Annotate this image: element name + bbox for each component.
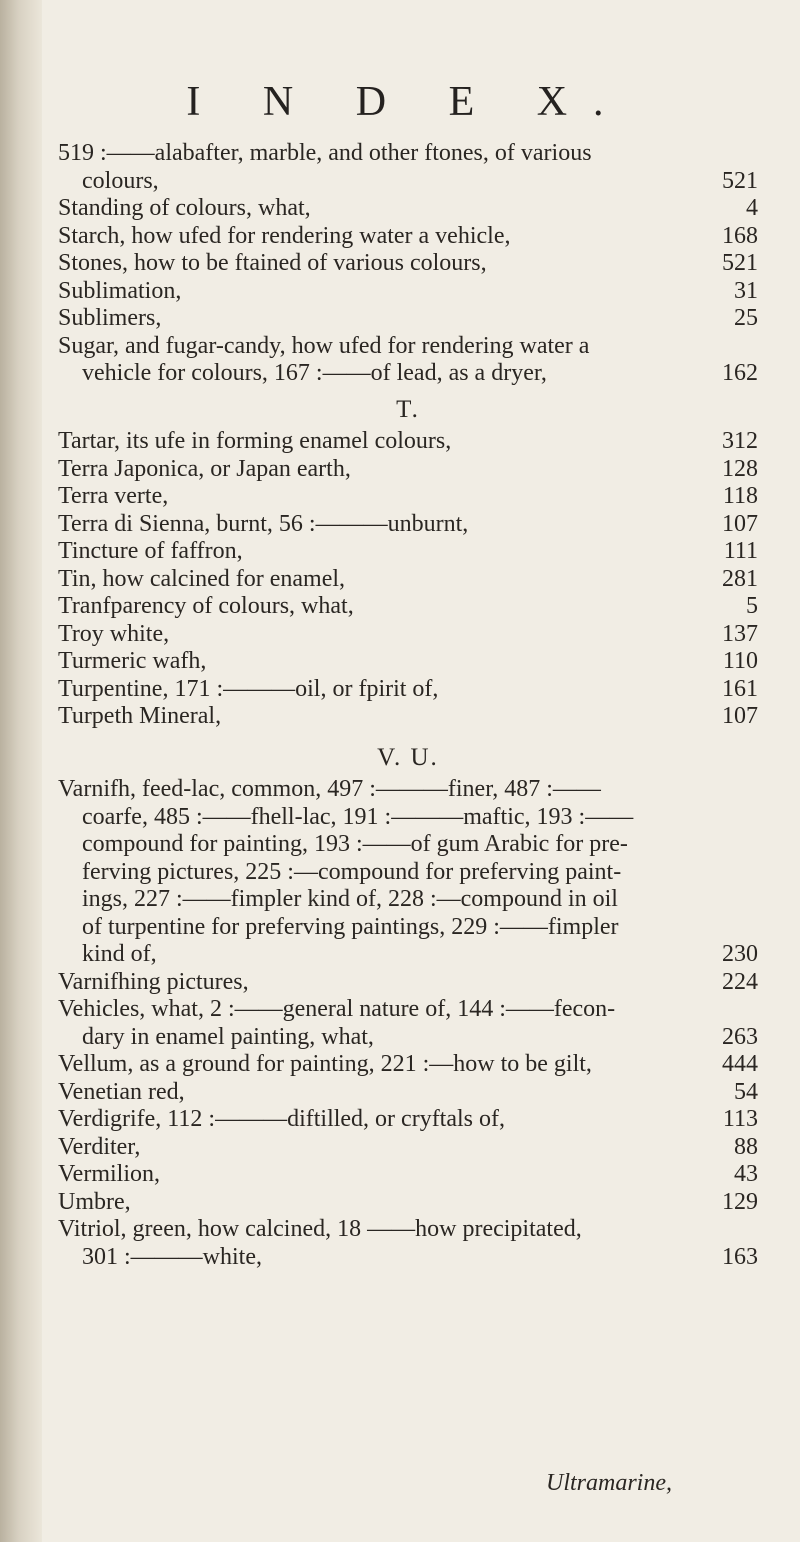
index-entry — [58, 1161, 758, 1189]
index-entry — [58, 703, 758, 731]
entry-text: Terra Japonica, or Japan earth, — [58, 455, 351, 482]
index-entry — [58, 428, 758, 456]
index-section-t — [58, 392, 758, 731]
index-entry — [58, 831, 758, 859]
entry-page-number: 118 — [722, 483, 758, 509]
entry-page-number: 110 — [722, 648, 758, 674]
entry-text: kind of, — [82, 941, 157, 967]
index-entry — [58, 333, 758, 361]
index-entry — [58, 1024, 758, 1052]
entry-text: Varnifhing pictures, — [58, 968, 249, 995]
entry-text: Vermilion, — [58, 1161, 160, 1187]
entry-text: Troy white, — [58, 620, 170, 647]
index-entry — [58, 1216, 758, 1244]
entry-page-number: 168 — [722, 222, 758, 249]
index-entry — [58, 1244, 758, 1272]
index-entry — [58, 941, 758, 969]
entry-page-number: 163 — [722, 1243, 758, 1270]
index-entry — [58, 1051, 758, 1079]
section-heading-t: T. — [396, 396, 420, 423]
index-entry — [58, 483, 758, 511]
entry-text: ings, 227 :——fimpler kind of, 228 :—compound in oil — [82, 886, 618, 912]
index-entry — [58, 223, 758, 251]
entry-text: Vellum, as a ground for painting, 221 :—how to be gilt, — [58, 1051, 592, 1077]
entry-page-number: 444 — [722, 1051, 758, 1077]
index-entry — [58, 593, 758, 621]
entry-text: Terra verte, — [58, 483, 169, 509]
entry-text: Venetian red, — [58, 1078, 185, 1105]
entry-text: Starch, how ufed for rendering water a vehicle, — [58, 222, 511, 249]
entry-text: Sublimation, — [58, 277, 182, 304]
entry-text: Verdigrife, 112 :———diftilled, or cryftals of, — [58, 1106, 505, 1132]
entry-text: Vitriol, green, how calcined, 18 ——how precipitated, — [58, 1216, 582, 1242]
entry-text: Tartar, its ufe in forming enamel colours, — [58, 428, 452, 454]
entry-page-number: 43 — [734, 1161, 758, 1187]
entry-text: Vehicles, what, 2 :——general nature of, 144 :——fecon- — [58, 996, 616, 1022]
entry-page-number: 162 — [722, 360, 758, 386]
index-entry — [58, 914, 758, 942]
index-entry — [58, 859, 758, 887]
index-section-s — [58, 140, 758, 388]
entry-page-number: 312 — [722, 428, 758, 454]
index-entry — [58, 621, 758, 649]
entry-page-number: 161 — [722, 675, 758, 702]
index-entry — [58, 1079, 758, 1107]
entry-page-number: 521 — [722, 167, 758, 194]
index-entry — [58, 648, 758, 676]
index-entry — [58, 1106, 758, 1134]
entry-page-number: 31 — [734, 277, 758, 304]
index-entry — [58, 566, 758, 594]
index-entry — [58, 140, 758, 168]
entry-text: Turpeth Mineral, — [58, 703, 222, 729]
entry-text: Turmeric wafh, — [58, 648, 207, 674]
index-page — [58, 0, 758, 1542]
index-section-vu — [58, 740, 758, 1271]
entry-text: Umbre, — [58, 1188, 131, 1215]
index-entry — [58, 886, 758, 914]
entry-text: Standing of colours, what, — [58, 195, 311, 221]
entry-text: 301 :———white, — [82, 1243, 262, 1270]
index-entry — [58, 1189, 758, 1217]
entry-page-number: 4 — [746, 195, 758, 221]
catchword: Ultramarine, — [546, 1470, 672, 1496]
book-spine-shadow — [0, 0, 42, 1542]
index-entry — [58, 676, 758, 704]
entry-page-number: 88 — [734, 1133, 758, 1160]
entry-page-number: 521 — [722, 250, 758, 276]
entry-page-number: 25 — [734, 305, 758, 331]
entry-page-number: 224 — [722, 968, 758, 995]
entry-text: of turpentine for preferving paintings, 229 :——fimpler — [82, 913, 619, 940]
entry-page-number: 111 — [723, 538, 758, 564]
index-entry — [58, 456, 758, 484]
entry-text: Varnifh, feed-lac, common, 497 :———finer, 487 :—— — [58, 776, 601, 802]
entry-page-number: 107 — [722, 703, 758, 729]
entry-text: Turpentine, 171 :———oil, or fpirit of, — [58, 675, 439, 702]
entry-text: Verditer, — [58, 1133, 141, 1160]
index-entry — [58, 168, 758, 196]
entry-page-number: 5 — [746, 593, 758, 619]
entry-text: Terra di Sienna, burnt, 56 :———unburnt, — [58, 510, 469, 537]
index-entry — [58, 305, 758, 333]
entry-text: Sublimers, — [58, 305, 162, 331]
entry-text: vehicle for colours, 167 :——of lead, as a dryer, — [82, 360, 547, 386]
entry-page-number: 54 — [734, 1078, 758, 1105]
entry-text: compound for painting, 193 :——of gum Arabic for pre- — [82, 831, 628, 857]
entry-page-number: 137 — [722, 620, 758, 647]
entry-text: Stones, how to be ftained of various colours, — [58, 250, 487, 276]
index-entry — [58, 511, 758, 539]
index-entry — [58, 195, 758, 223]
entry-page-number: 263 — [722, 1023, 758, 1050]
index-entry — [58, 360, 758, 388]
entry-text: Tranfparency of colours, what, — [58, 593, 354, 619]
entry-text: coarfe, 485 :——fhell-lac, 191 :———maftic, 193 :—— — [82, 803, 634, 830]
index-entry — [58, 278, 758, 306]
index-entry — [58, 996, 758, 1024]
entry-page-number: 107 — [722, 510, 758, 537]
index-entry — [58, 1134, 758, 1162]
entry-text: dary in enamel painting, what, — [82, 1023, 374, 1050]
index-entry — [58, 804, 758, 832]
index-entry — [58, 969, 758, 997]
entry-text: ferving pictures, 225 :—compound for preferving paint- — [82, 858, 622, 885]
entry-text: Sugar, and fugar-candy, how ufed for rendering water a — [58, 332, 590, 359]
entry-text: 519 :——alabafter, marble, and other ftones, of various — [58, 140, 592, 166]
section-heading-vu: V. U. — [377, 744, 439, 771]
entry-page-number: 128 — [722, 455, 758, 482]
entry-page-number: 129 — [722, 1188, 758, 1215]
page-title: I N D E X. — [186, 79, 630, 125]
entry-text: Tin, how calcined for enamel, — [58, 565, 346, 592]
entry-page-number: 113 — [722, 1106, 758, 1132]
entry-text: colours, — [82, 167, 159, 194]
index-entry — [58, 776, 758, 804]
entry-page-number: 230 — [722, 941, 758, 967]
index-entry — [58, 538, 758, 566]
entry-page-number: 281 — [722, 565, 758, 592]
entry-text: Tincture of faffron, — [58, 538, 243, 564]
index-entry — [58, 250, 758, 278]
